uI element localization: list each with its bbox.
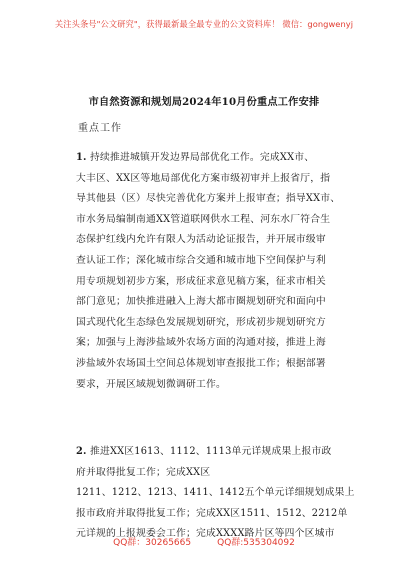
paragraph-line: 用专项规划初步方案，形成征求意见稿方案，征求市相关 — [76, 275, 326, 287]
paragraph-line: 1. 持续推进城镇开发边界局部优化工作。完成XX市、 — [76, 152, 315, 163]
paragraph-line: 府并取得批复工作；完成XX区 — [76, 466, 211, 478]
item-number: 2. — [76, 446, 87, 457]
qq-group-2[interactable]: QQ群:535304092 — [217, 538, 295, 548]
paragraph-line: 涉盐域外农场国土空间总体规划审查报批工作；根据部署 — [76, 357, 326, 369]
paragraph-line: 国式现代化生态绿色发展规划研究，形成初步规划研究方 — [76, 316, 326, 328]
paragraph-line: 部门意见；加快推进融入上海大都市圈规划研究和面向中 — [76, 296, 326, 308]
paragraph-line: 市水务局编制南通XX管道联网供水工程、河东水厂符合生 — [76, 213, 331, 225]
footer-contact[interactable] — [0, 535, 408, 548]
paragraph-line: 导其他县（区）尽快完善优化方案并上报审查；指导XX市、 — [76, 193, 341, 205]
paragraph-line: 态保护红线内允许有限人为活动论证报告，并开展市级审 — [76, 234, 326, 246]
paragraph-line: 1211、1212、1213、1411、1412五个单元详细规划成果上 — [76, 487, 355, 499]
qq-group-1[interactable]: QQ群：30265665 — [113, 538, 192, 548]
paragraph-line: 大丰区、XX区等地局部优化方案市级初审并上报省厅，指 — [76, 172, 331, 184]
paragraph-line: 报市政府并取得批复工作；完成XX区1511、1512、2212单 — [76, 507, 348, 519]
paragraph-line: 2. 推进XX区1613、1112、1113单元详规成果上报市政 — [76, 446, 332, 457]
item-number: 1. — [76, 152, 87, 163]
page-title: 市自然资源和规划局2024年10月份重点工作安排 — [88, 96, 320, 108]
paragraph-line: 元详规的上报规委会工作；完成XXXX路片区等四个区城市 — [76, 528, 335, 540]
paragraph-line: 要求，开展区域规划微调研工作。 — [76, 378, 226, 390]
paragraph-line: 案；加强与上海涉盐域外农场方面的沟通对接，推进上海 — [76, 337, 326, 349]
work-item-1 — [76, 148, 340, 395]
header-banner[interactable]: 关注头条号"公文研究"，获得最新最全最专业的公文资料库！ 微信：gongwenyj — [54, 19, 354, 29]
paragraph-line: 查认证工作；深化城市综合交通和城市地下空间保护与利 — [76, 254, 326, 266]
section-heading: 重点工作 — [78, 123, 122, 134]
work-item-2 — [76, 442, 355, 545]
